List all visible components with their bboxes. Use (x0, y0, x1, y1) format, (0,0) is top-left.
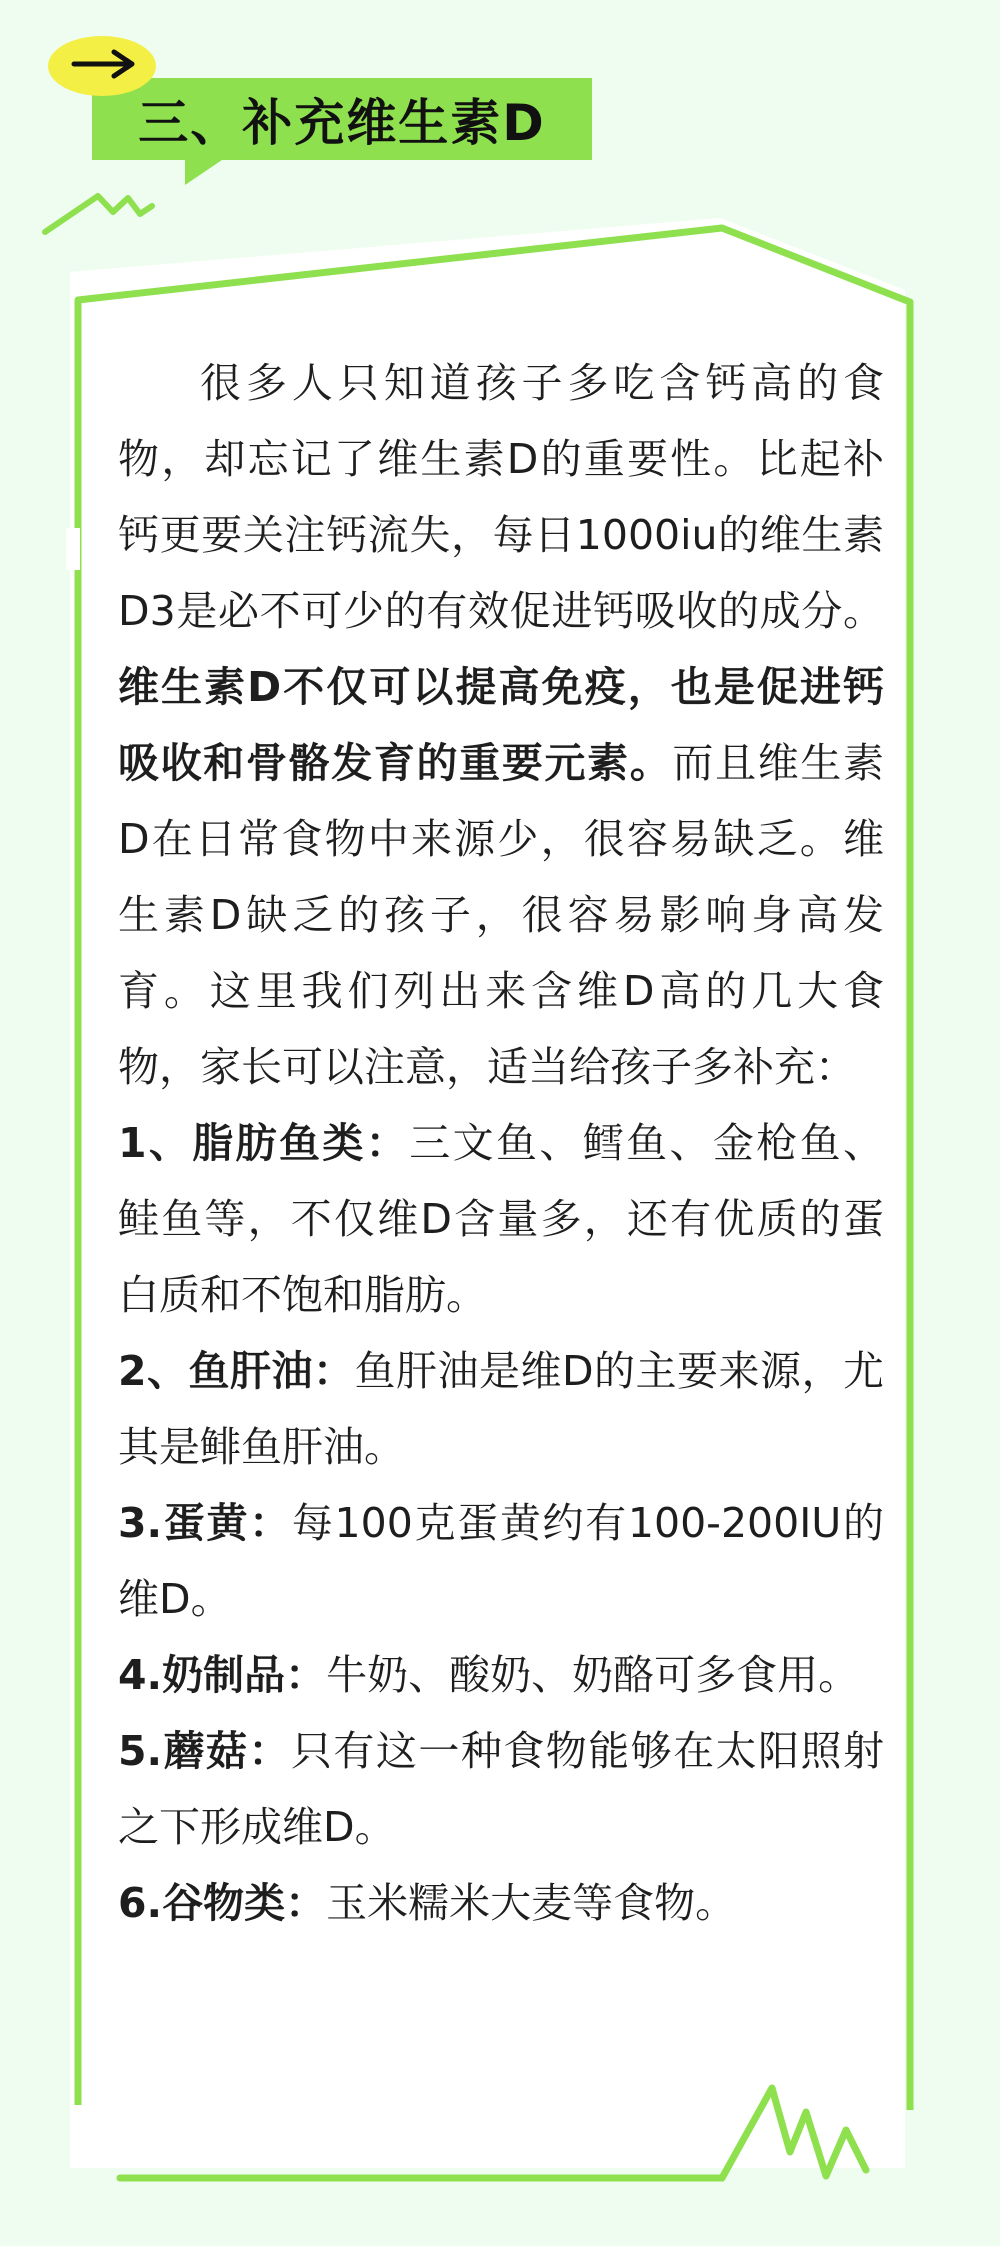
food-text: 每100克蛋黄约有100-200IU的维D。 (118, 1499, 884, 1623)
side-tab (66, 528, 80, 570)
food-item (118, 1637, 884, 1713)
food-text: 牛奶、酸奶、奶酪可多食用。 (326, 1651, 860, 1699)
food-text: 只有这一种食物能够在太阳照射之下形成维D。 (118, 1727, 885, 1851)
food-item (118, 1865, 884, 1941)
food-text: 三文鱼、鳕鱼、金枪鱼、鲑鱼等，不仅维D含量多，还有优质的蛋白质和不饱和脂肪。 (118, 1119, 885, 1319)
food-label: 1、脂肪鱼类： (118, 1119, 410, 1167)
food-item (118, 1713, 884, 1865)
food-text: 玉米糯米大麦等食物。 (326, 1879, 737, 1927)
intro-bold-text: 维生素D不仅可以提高免疫，也是促进钙吸收和骨骼发育的重要元素。 (118, 663, 884, 787)
intro-text: 很多人只知道孩子多吃含钙高的食物，却忘记了维生素D的重要性。比起补钙更要关注钙流失，每日1000iu的维生素D3是必不可少的有效促进钙吸收的成分。 (118, 359, 884, 635)
food-label: 6.谷物类： (118, 1879, 327, 1927)
intro-text-continued: 而且维生素D在日常食物中来源少，很容易缺乏。维生素D缺乏的孩子，很容易影响身高发育。这里我们列出来含维D高的几大食物，家长可以注意，适当给孩子多补充： (118, 739, 885, 1091)
food-text: 鱼肝油是维D的主要来源，尤其是鲱鱼肝油。 (118, 1347, 884, 1471)
food-item (118, 1105, 884, 1333)
section-title: 三、补充维生素D (138, 94, 546, 152)
food-item (118, 1485, 884, 1637)
food-item (118, 1333, 884, 1485)
article-body (118, 345, 884, 1941)
food-label: 5.蘑菇： (118, 1727, 291, 1775)
zigzag-decoration (45, 196, 152, 232)
food-label: 4.奶制品： (118, 1651, 327, 1699)
food-label: 2、鱼肝油： (118, 1347, 355, 1395)
intro-paragraph (118, 345, 884, 1105)
food-label: 3.蛋黄： (118, 1499, 292, 1547)
